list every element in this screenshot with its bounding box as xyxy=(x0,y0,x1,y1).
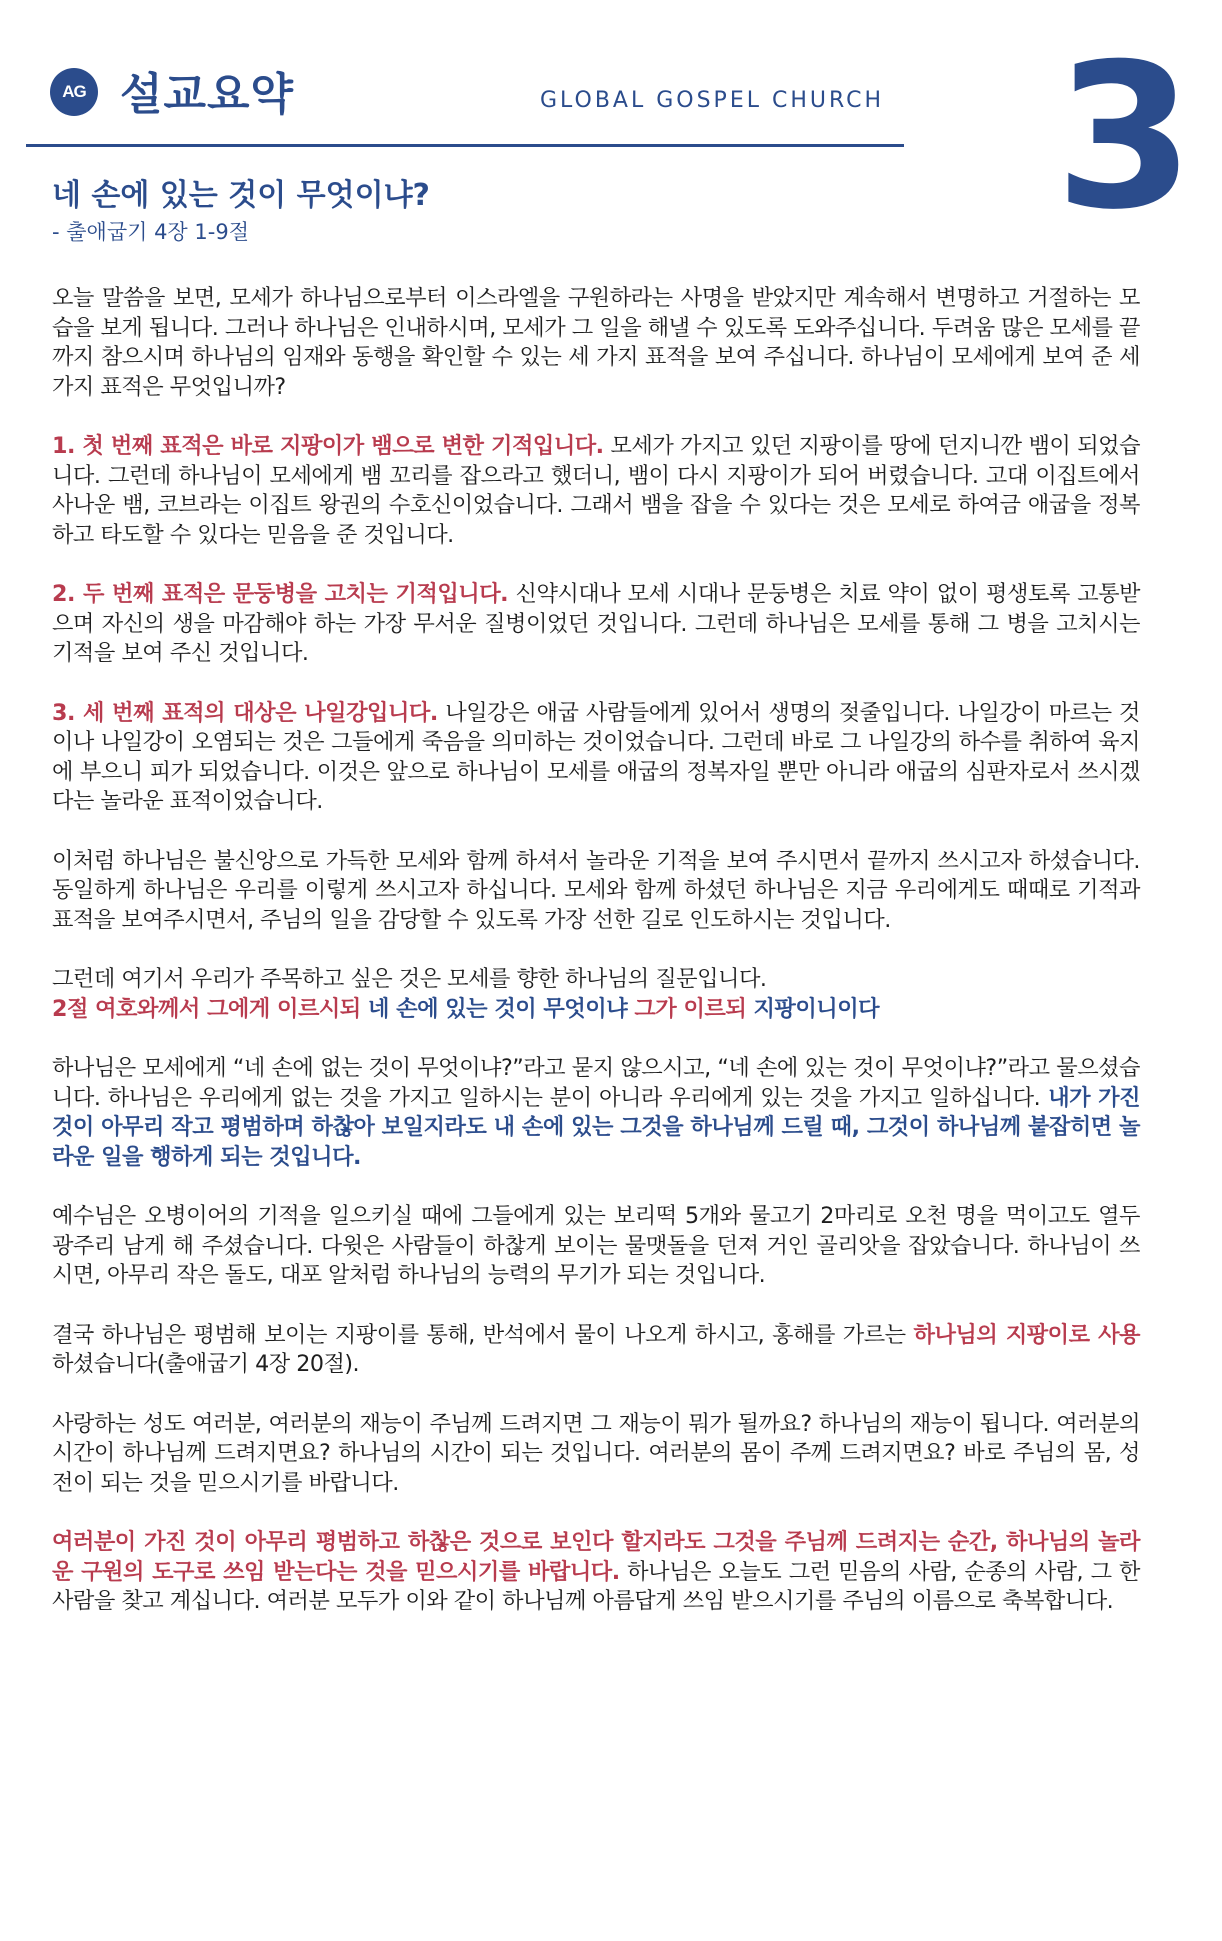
highlighted-text: 내가 가진 것이 아무리 작고 평범하며 하찮아 보일지라도 내 손에 있는 그것을 하나님께 드릴 때, 그것이 하나님께 붙잡히면 놀라운 일을 행하게 되는 것입니다. xyxy=(52,1084,1140,1170)
paragraph-text: 모세가 가지고 있던 지팡이를 땅에 던지니깐 뱀이 되었습니다. 그런데 하나님이 모세에게 뱀 꼬리를 잡으라고 했더니, 뱀이 다시 지팡이가 되어 버렸습니다. 고대 이집트에서 사나운 뱀, 코브라는 이집트 왕권의 수호신이었습니다. 그래서 뱀을 잡을 수 있다는 것은 모세로 하여금 애굽을 정복하고 타도할 수 있다는 믿음을 준 것입니다. xyxy=(52,433,1141,548)
highlighted-text: 지팡이니이다 xyxy=(746,995,880,1022)
body-paragraph xyxy=(52,1321,1140,1380)
highlighted-text: 하나님의 지팡이로 사용 xyxy=(913,1321,1140,1348)
highlighted-text: 3. 세 번째 표적의 대상은 나일강입니다. xyxy=(52,699,438,726)
paragraph-text: 신약시대나 모세 시대나 문둥병은 치료 약이 없이 평생토록 고통받으며 자신의 생을 마감해야 하는 가장 무서운 질병이었던 것입니다. 그런데 하나님은 모세를 통해 그 병을 고치시는 기적을 보여 주신 것입니다. xyxy=(52,581,1140,666)
highlighted-text: 그가 이르되 xyxy=(627,995,747,1022)
paragraph-text: 결국 하나님은 평범해 보이는 지팡이를 통해, 반석에서 물이 나오게 하시고, 홍해를 가르는 xyxy=(52,1321,914,1348)
paragraph-text: 하셨습니다(출애굽기 4장 20절). xyxy=(52,1351,360,1377)
highlighted-text: 2. 두 번째 표적은 문둥병을 고치는 기적입니다. xyxy=(52,581,509,607)
paragraph-text: 하나님은 오늘도 그런 믿음의 사람, 순종의 사람, 그 한 사람을 찾고 계십니다. 여러분 모두가 이와 같이 하나님께 아름답게 쓰임 받으시기를 주님의 이름으로 축복합니다. xyxy=(52,1558,1140,1614)
body-paragraph xyxy=(52,699,1140,817)
paragraph-text: 이처럼 하나님은 불신앙으로 가득한 모세와 함께 하셔서 놀라운 기적을 보여 주시면서 끝까지 쓰시고자 하셨습니다. 동일하게 하나님은 우리를 이렇게 쓰시고자 하십니다. 모세와 함께 하셨던 하나님은 지금 우리에게도 때때로 기적과 표적을 보여주시면서, 주님의 일을 감당할 수 있도록 가장 선한 길로 인도하시는 것입니다. xyxy=(52,847,1140,933)
body-paragraph xyxy=(52,432,1140,550)
paragraph-text: 사랑하는 성도 여러분, 여러분의 재능이 주님께 드려지면 그 재능이 뭐가 될까요? 하나님의 재능이 됩니다. 여러분의 시간이 하나님께 드려지면요? 하나님의 시간이 되는 것입니다. 여러분의 몸이 주께 드려지면요? 바로 주님의 몸, 성전이 되는 것을 믿으시기를 바랍니다. xyxy=(52,1410,1140,1496)
paragraph-text: 하나님은 모세에게 “네 손에 없는 것이 무엇이냐?”라고 묻지 않으시고, “네 손에 있는 것이 무엇이냐?”라고 물으셨습니다. 하나님은 우리에게 없는 것을 가지고 일하시는 분이 아니라 우리에게 있는 것을 가지고 일하십니다. xyxy=(52,1055,1140,1111)
sermon-title: 네 손에 있는 것이 무엇이냐? xyxy=(52,178,430,213)
paragraph-text: 나일강은 애굽 사람들에게 있어서 생명의 젖줄입니다. 나일강이 마르는 것이나 나일강이 오염되는 것은 그들에게 죽음을 의미하는 것이었습니다. 그런데 바로 그 나일강의 하수를 취하여 육지에 부으니 피가 되었습니다. 이것은 앞으로 하나님이 모세를 애굽의 정복자일 뿐만 아니라 애굽의 심판자로서 쓰시겠다는 놀라운 표적이었습니다. xyxy=(52,699,1140,814)
highlighted-text: 네 손에 있는 것이 무엇이냐 xyxy=(360,995,628,1022)
body-paragraph xyxy=(52,1202,1140,1291)
body-paragraph xyxy=(52,1410,1140,1499)
sermon-body xyxy=(52,284,1140,1647)
paragraph-text: 예수님은 오병이어의 기적을 일으키실 때에 그들에게 있는 보리떡 5개와 물고기 2마리로 오천 명을 먹이고도 열두 광주리 남게 해 주셨습니다. 다윗은 사람들이 하찮게 보이는 물맷돌을 던져 거인 골리앗을 잡았습니다. 하나님이 쓰시면, 아무리 작은 돌도, 대포 알처럼 하나님의 능력의 무기가 되는 것입니다. xyxy=(52,1203,1140,1288)
church-name: GLOBAL GOSPEL CHURCH xyxy=(540,88,885,113)
body-paragraph xyxy=(52,580,1140,669)
highlighted-text: 여러분이 가진 것이 아무리 평범하고 하찮은 것으로 보인다 할지라도 그것을 주님께 드려지는 순간, 하나님의 놀라운 구원의 도구로 쓰임 받는다는 것을 믿으시기를 바랍니다. xyxy=(52,1529,1140,1585)
issue-number: 3 xyxy=(1055,21,1195,254)
scripture-reference: - 출애굽기 4장 1-9절 xyxy=(52,220,249,244)
highlighted-text: 1. 첫 번째 표적은 바로 지팡이가 뱀으로 변한 기적입니다. xyxy=(52,433,604,459)
header-divider xyxy=(26,144,904,147)
page-title: 설교요약 xyxy=(120,69,295,120)
paragraph-text: 그런데 여기서 우리가 주목하고 싶은 것은 모세를 향한 하나님의 질문입니다. xyxy=(52,966,767,992)
body-paragraph xyxy=(52,1528,1140,1617)
body-paragraph xyxy=(52,1054,1140,1172)
church-logo: AG xyxy=(50,68,98,116)
body-paragraph xyxy=(52,965,1140,1024)
body-paragraph xyxy=(52,284,1140,402)
highlighted-text: 2절 여호와께서 그에게 이르시되 xyxy=(52,995,361,1022)
body-paragraph xyxy=(52,847,1140,936)
paragraph-text: 오늘 말씀을 보면, 모세가 하나님으로부터 이스라엘을 구원하라는 사명을 받았지만 계속해서 변명하고 거절하는 모습을 보게 됩니다. 그러나 하나님은 인내하시며, 모세가 그 일을 해낼 수 있도록 도와주십니다. 두려움 많은 모세를 끝까지 참으시며 하나님의 임재와 동행을 확인할 수 있는 세 가지 표적을 보여 주십니다. 하나님이 모세에게 보여 준 세 가지 표적은 무엇입니까? xyxy=(52,285,1140,400)
